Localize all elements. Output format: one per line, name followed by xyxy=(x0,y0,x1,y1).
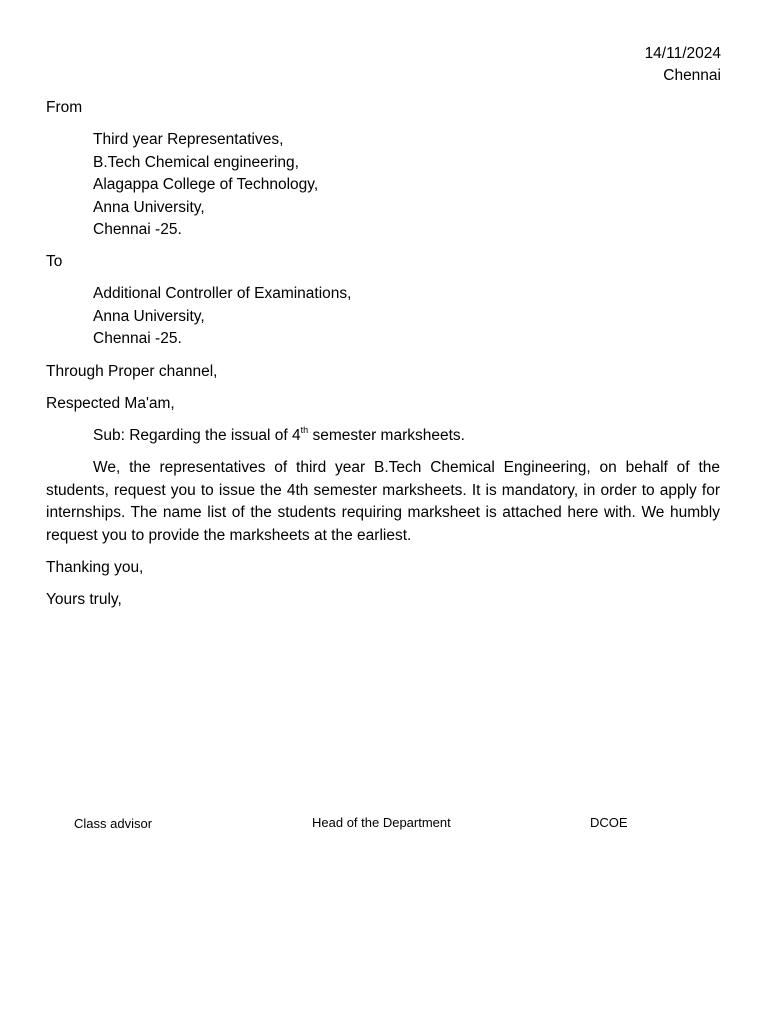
from-address-line: Chennai -25. xyxy=(93,221,182,238)
date-place-block xyxy=(645,43,721,87)
from-address-line: B.Tech Chemical engineering, xyxy=(93,153,299,171)
signature-class-advisor: Class advisor xyxy=(74,816,153,831)
from-address xyxy=(93,129,318,242)
subject-suffix: semester marksheets. xyxy=(308,427,465,444)
to-address xyxy=(93,283,351,351)
to-address-line: Chennai -25. xyxy=(93,330,182,347)
signature-dcoe: DCOE xyxy=(590,815,628,830)
to-address-line: Additional Controller of Examinations, xyxy=(93,285,352,302)
from-address-line: Anna University, xyxy=(93,198,205,216)
subject-line xyxy=(93,425,465,448)
from-label: From xyxy=(46,99,83,116)
from-address-line: Alagappa College of Technology, xyxy=(93,176,319,193)
to-label: To xyxy=(46,253,63,270)
signature-hod: Head of the Department xyxy=(312,815,451,830)
salutation: Respected Ma'am, xyxy=(46,395,175,412)
body-paragraph: We, the representatives of third year B.Tech Chemical Engineering, on behalf of the students, request you to issue the 4th semester marksheets. It is mandatory, in order to apply for internships. The name list of the students requiring marksheet is attached here with. We humbly request you to provide the marksheets at the earliest. xyxy=(46,459,720,544)
through-channel: Through Proper channel, xyxy=(46,363,218,380)
closing-thanks: Thanking you, xyxy=(46,559,144,576)
subject-prefix: Sub: Regarding the issual of 4 xyxy=(93,427,301,444)
subject-superscript: th xyxy=(300,424,309,435)
letter-date: 14/11/2024 xyxy=(644,45,721,62)
from-address-line: Third year Representatives, xyxy=(93,131,284,148)
to-address-line: Anna University, xyxy=(93,307,205,325)
letter-place: Chennai xyxy=(663,67,721,84)
closing-yours: Yours truly, xyxy=(46,591,122,608)
